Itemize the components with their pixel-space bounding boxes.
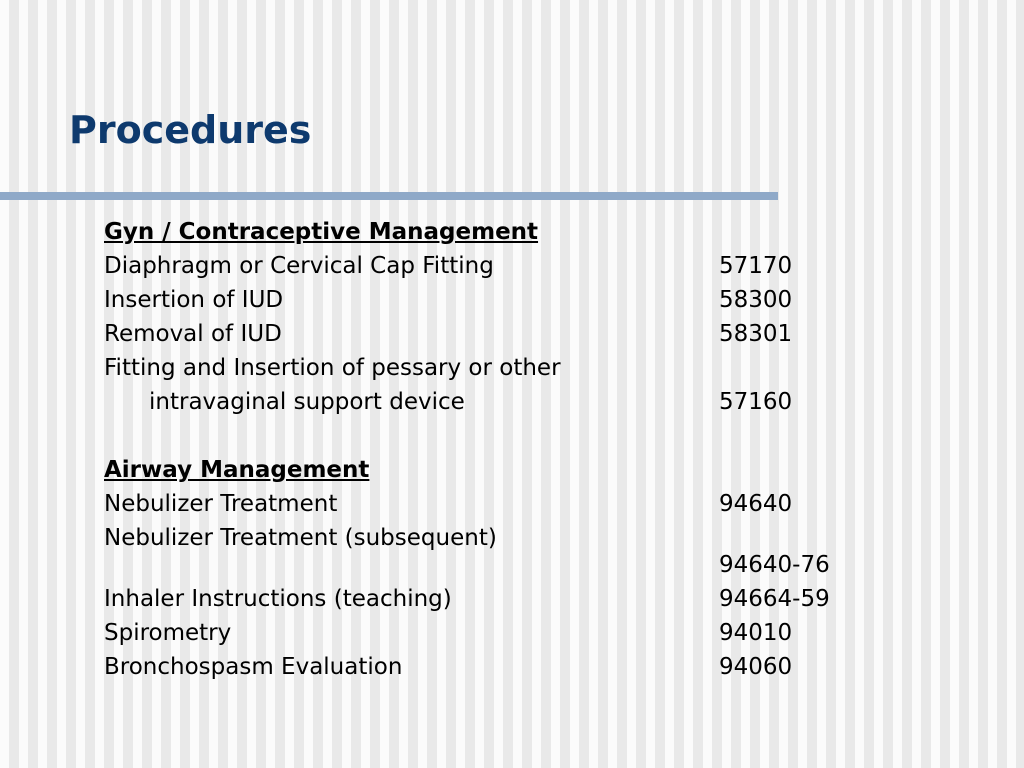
procedure-code: 94010: [719, 620, 793, 646]
section-spacer: [104, 419, 904, 453]
procedure-name: Diaphragm or Cervical Cap Fitting: [104, 253, 494, 279]
section-heading-label: Airway Management: [104, 457, 370, 483]
procedure-code: 58301: [719, 321, 793, 347]
section-heading-gyn: [104, 215, 904, 249]
procedure-code: 94640-76: [719, 552, 830, 578]
procedure-row: [104, 351, 904, 385]
procedure-row: [104, 521, 904, 582]
procedure-row: [104, 317, 904, 351]
procedure-name-continued: intravaginal support device: [149, 389, 465, 415]
procedure-row: [104, 283, 904, 317]
procedure-name: Fitting and Insertion of pessary or other: [104, 355, 561, 381]
procedure-row: [104, 582, 904, 616]
title-divider: [0, 192, 778, 200]
procedure-row: [104, 650, 904, 684]
procedure-name: Inhaler Instructions (teaching): [104, 586, 452, 612]
procedure-row: [104, 616, 904, 650]
procedure-row: [104, 249, 904, 283]
procedure-name: Nebulizer Treatment (subsequent): [104, 525, 497, 551]
procedure-name: Removal of IUD: [104, 321, 282, 347]
slide-title: Procedures: [69, 108, 312, 152]
procedure-row: [104, 487, 904, 521]
procedure-code: 94664-59: [719, 586, 830, 612]
section-heading-label: Gyn / Contraceptive Management: [104, 219, 539, 245]
procedure-name: Insertion of IUD: [104, 287, 284, 313]
procedure-code: 94640: [719, 491, 793, 517]
procedure-name: Spirometry: [104, 620, 232, 646]
procedure-name: Bronchospasm Evaluation: [104, 654, 403, 680]
procedure-code: 57170: [719, 253, 793, 279]
procedure-row-continued: [104, 385, 904, 419]
procedure-code: 58300: [719, 287, 793, 313]
procedure-name: Nebulizer Treatment: [104, 491, 338, 517]
procedure-list: [104, 215, 904, 684]
procedure-code: 57160: [719, 389, 793, 415]
section-heading-airway: [104, 453, 904, 487]
procedure-code: 94060: [719, 654, 793, 680]
